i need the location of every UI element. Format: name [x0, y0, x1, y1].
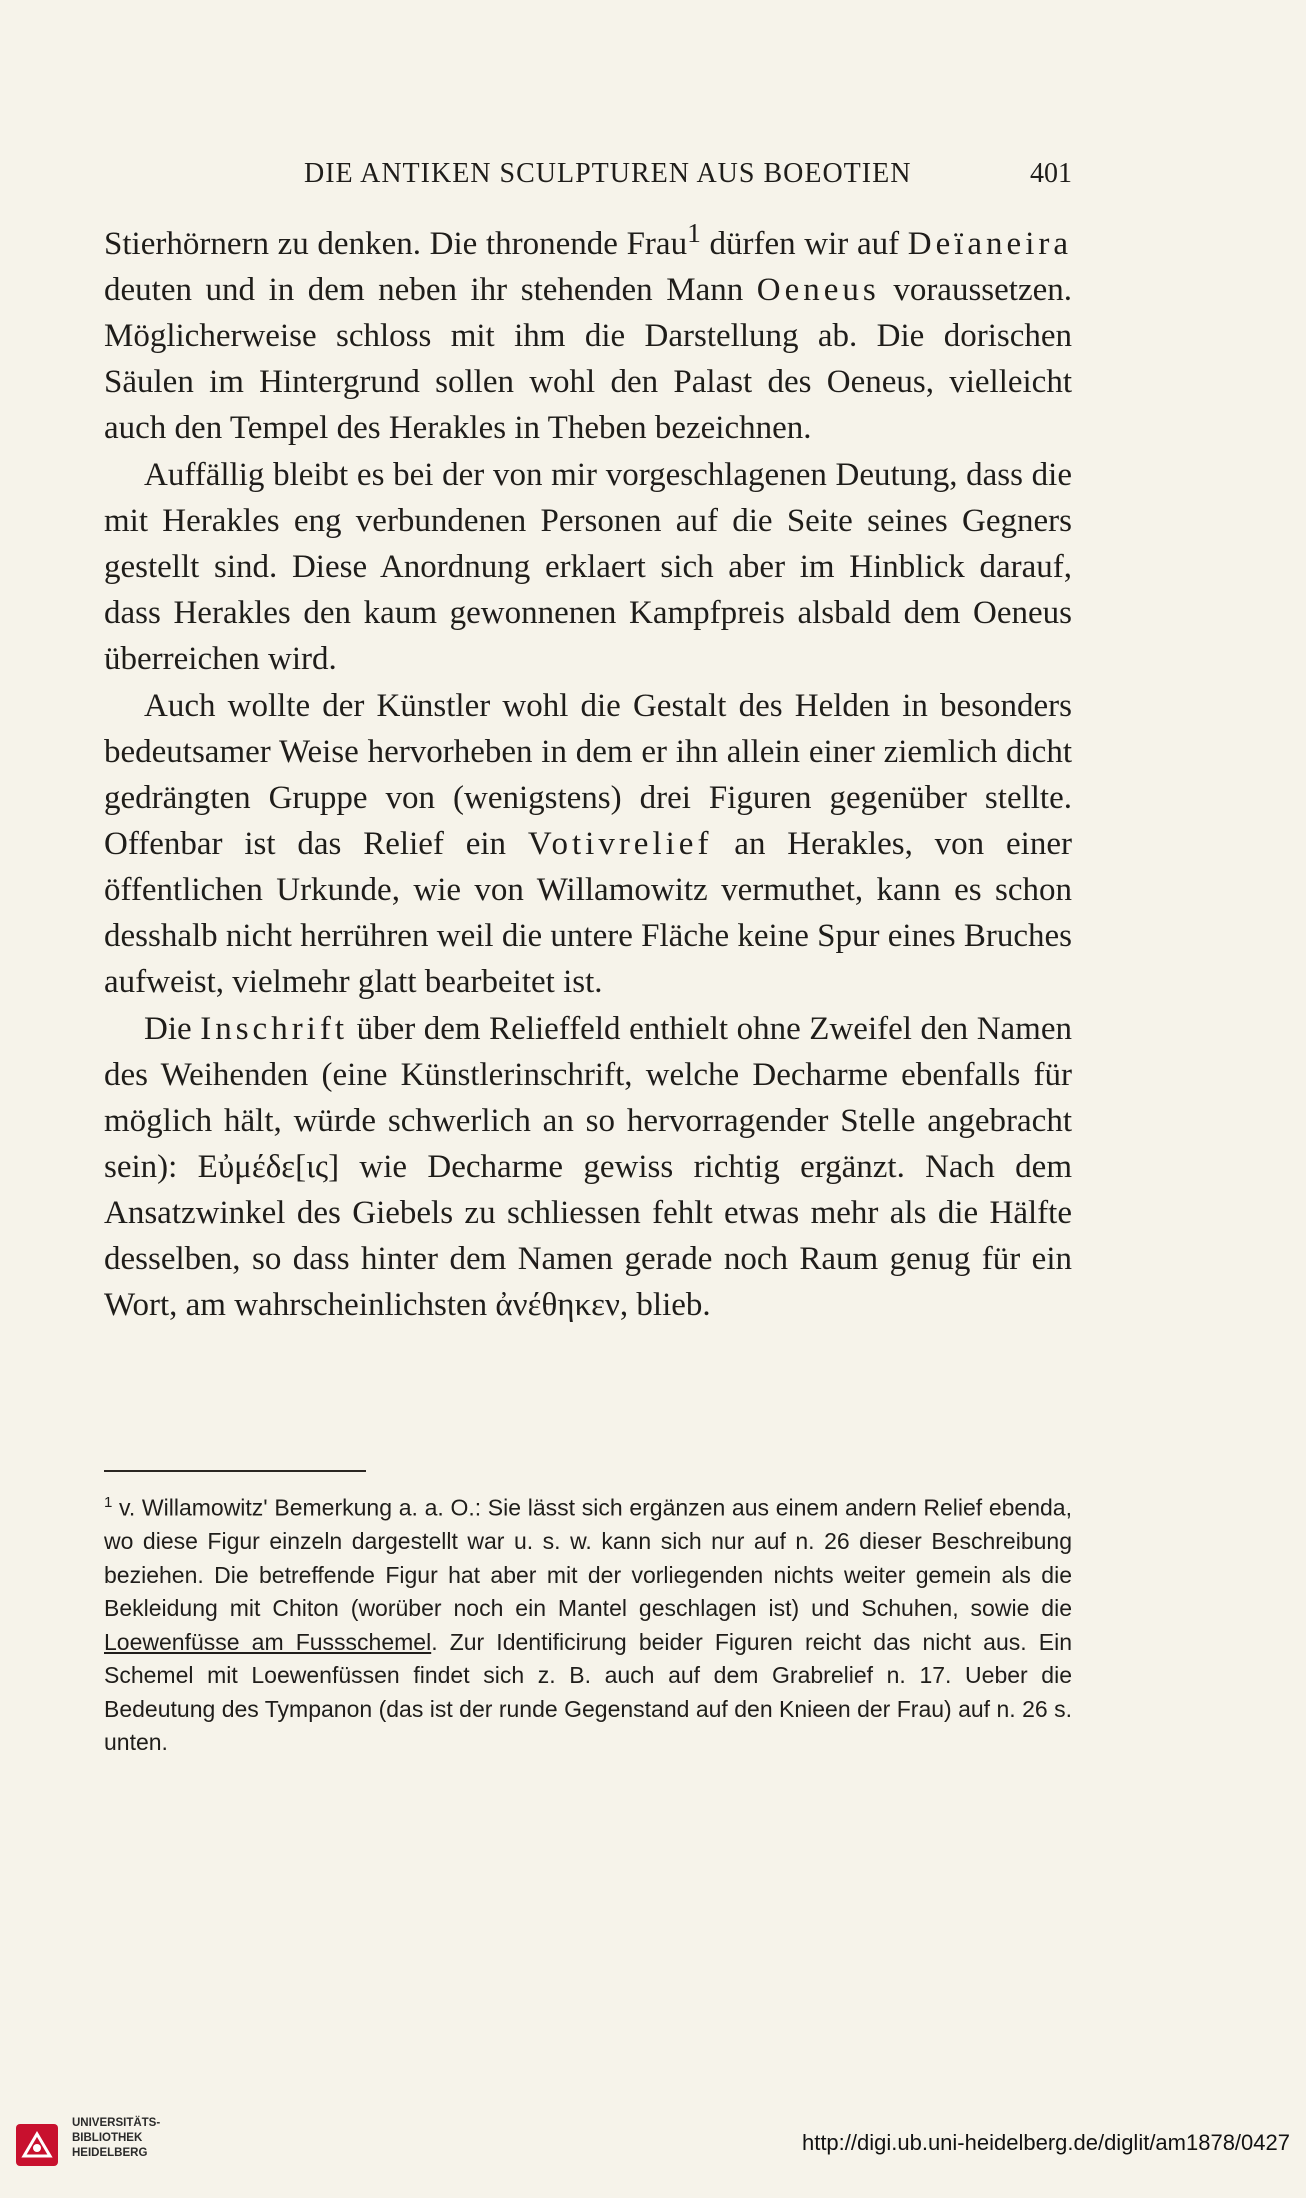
page-number: 401	[1030, 158, 1072, 189]
text-span: über dem Relieffeld enthielt ohne Zweifel den Namen des Weihenden (eine Künstlerinschrift, welche Decharme ebenfalls für möglich hält, würde schwerlich an so hervorragender Stelle angebracht sein): Εὐμέδε[ις] wie Decharme gewiss richtig ergänzt. Nach dem Ansatzwinkel des Giebels zu schliessen fehlt etwas mehr als die Hälfte desselben, so dass hinter dem Namen gerade noch Raum genug für ein Wort, am wahrscheinlichsten ἀνέθηκεν, blieb.	[104, 1011, 1072, 1323]
running-head	[104, 158, 1072, 198]
text-span: deuten und in dem neben ihr stehenden Mann	[104, 272, 757, 308]
spaced-name: Oeneus	[756, 272, 880, 308]
footnote-marker: 1	[104, 1494, 113, 1511]
text-span: Auch wollte der Künstler wohl die Gestalt des Helden in besonders bedeutsamer Weise hervorheben in dem er ihn allein einer ziemlich dicht gedrängten Gruppe von (wenigstens) drei Figuren gegenüber stellte. Offenbar ist das Relief ein	[104, 688, 1072, 862]
text-span: Stierhörnern zu denken. Die thronende Frau	[104, 226, 688, 262]
library-name	[72, 2116, 160, 2161]
spaced-name: Deïaneira	[907, 226, 1072, 262]
spaced-term: Inschrift	[200, 1011, 349, 1047]
main-text	[104, 210, 1072, 1329]
spaced-term: Votivrelief	[527, 826, 713, 862]
source-url[interactable]: http://digi.ub.uni-heidelberg.de/diglit/am1878/0427	[801, 2130, 1290, 2155]
text-span: voraussetzen. Möglicherweise schloss mit ihm die Darstellung ab. Die dorischen Säulen im Hintergrund sollen wohl den Palast des Oeneus, vielleicht auch den Tempel des Herakles in Theben bezeichnen.	[104, 272, 1073, 446]
footnote-divider	[104, 1470, 366, 1472]
library-logo[interactable]	[14, 2110, 214, 2180]
footnote-reference[interactable]: 1	[687, 217, 701, 248]
footnote-text: v. Willamowitz' Bemerkung a. a. O.: Sie lässt sich ergänzen aus einem andern Relief ebenda, wo diese Figur einzeln dargestellt war u. s. w. kann sich nur auf n. 26 dieser Beschreibung beziehen. Die betreffende Figur hat aber mit der vorliegenden nichts weiter gemein als die Bekleidung mit Chiton (worüber noch ein Mantel geschlagen ist) und Schuhen, sowie die	[104, 1494, 1072, 1622]
library-name-line: HEIDELBERG	[72, 2147, 148, 2159]
text-span: dürfen wir auf	[700, 226, 908, 262]
library-logo-icon	[14, 2122, 60, 2168]
paragraph-3	[104, 683, 1072, 1005]
text-span: an Herakles, von einer öffentlichen Urkunde, wie von Willamowitz vermuthet, kann es schon desshalb nicht herrühren weil die untere Fläche keine Spur eines Bruches aufweist, vielmehr glatt bearbeitet ist.	[104, 826, 1072, 1000]
library-name-line: BIBLIOTHEK	[72, 2132, 143, 2144]
footnote-text: . Zur Identificirung beider Figuren reicht das nicht aus. Ein Schemel mit Loewenfüssen findet sich z. B. auch auf dem Grabrelief n. 17. Ueber die Bedeutung des Tympanon (das ist der runde Gegenstand auf den Knieen der Frau) auf n. 26 s. unten.	[104, 1628, 1072, 1756]
paragraph-2: Auffällig bleibt es bei der von mir vorgeschlagenen Deutung, dass die mit Herakles eng verbundenen Personen auf die Seite seines Gegners gestellt sind. Diese Anordnung erklaert sich aber im Hinblick darauf, dass Herakles den kaum gewonnenen Kampfpreis alsbald dem Oeneus überreichen wird.	[104, 457, 1072, 677]
paragraph-1	[104, 210, 1072, 451]
running-title: DIE ANTIKEN SCULPTUREN AUS BOEOTIEN	[304, 158, 912, 189]
underlined-phrase: Loewenfüsse am Fussschemel	[104, 1628, 432, 1655]
paragraph-4	[104, 1006, 1072, 1328]
footnote	[104, 1486, 1072, 1760]
library-name-line: UNIVERSITÄTS-	[72, 2117, 161, 2129]
text-span: Die	[144, 1011, 201, 1047]
